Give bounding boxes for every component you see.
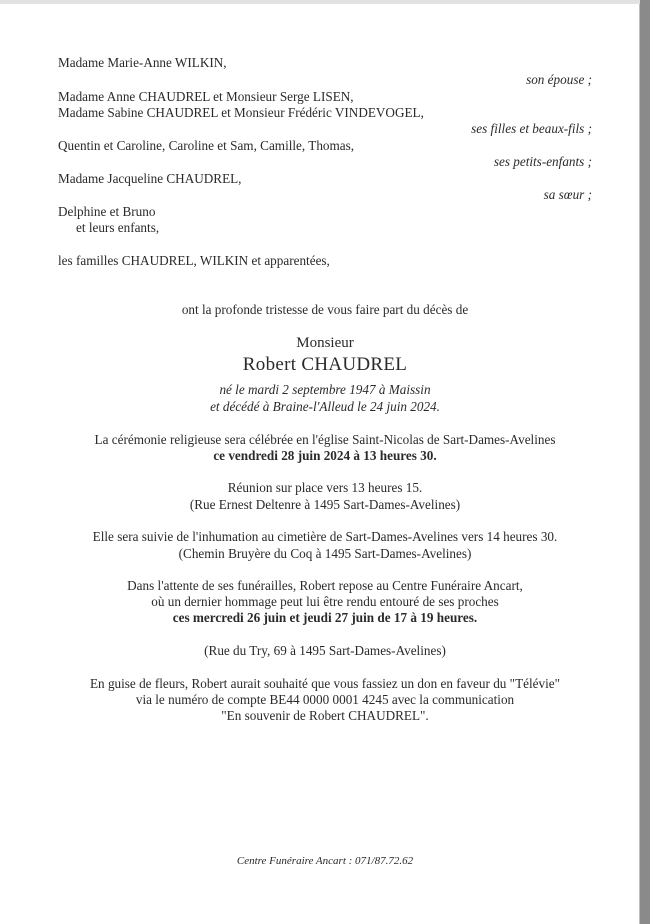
donation-line-3: "En souvenir de Robert CHAUDREL". xyxy=(221,708,429,723)
right-border xyxy=(640,0,650,924)
announcement-intro: ont la profonde tristesse de vous faire part du décès de xyxy=(181,302,469,317)
deceased-name: Robert CHAUDREL xyxy=(242,354,408,375)
deceased-title: Monsieur xyxy=(296,335,354,351)
viewing-line-1: Dans l'attente de ses funérailles, Robert repose au Centre Funéraire Ancart, xyxy=(127,578,523,593)
wife-name: Madame Marie-Anne WILKIN, xyxy=(58,55,227,70)
wife-role: son épouse ; xyxy=(526,72,592,87)
obituary-content xyxy=(0,4,640,924)
burial-info: Elle sera suivie de l'inhumation au cimetière de Sart-Dames-Avelines vers 14 heures 30. xyxy=(92,529,558,544)
viewing-dates: ces mercredi 26 juin et jeudi 27 juin de 17 à 19 heures. xyxy=(172,610,478,625)
death-info: et décédé à Braine-l'Alleud le 24 juin 2024. xyxy=(210,399,440,414)
viewing-address: (Rue du Try, 69 à 1495 Sart-Dames-Avelines) xyxy=(204,643,446,658)
daughters-role: ses filles et beaux-fils ; xyxy=(471,121,592,136)
donation-line-2: via le numéro de compte BE44 0000 0001 4245 avec la communication xyxy=(135,692,515,707)
other-relatives-children: et leurs enfants, xyxy=(76,220,160,235)
daughter-2: Madame Sabine CHAUDREL et Monsieur Frédéric VINDEVOGEL, xyxy=(58,105,424,120)
footer-contact: Centre Funéraire Ancart : 071/87.72.62 xyxy=(236,855,414,867)
daughter-1: Madame Anne CHAUDREL et Monsieur Serge LISEN, xyxy=(58,89,354,104)
grandchildren-role: ses petits-enfants ; xyxy=(493,154,592,169)
grandchildren: Quentin et Caroline, Caroline et Sam, Camille, Thomas, xyxy=(58,138,355,153)
sister-name: Madame Jacqueline CHAUDREL, xyxy=(58,171,242,186)
birth-info: né le mardi 2 septembre 1947 à Maissin xyxy=(219,382,431,397)
meeting-time: Réunion sur place vers 13 heures 15. xyxy=(227,480,423,495)
families: les familles CHAUDREL, WILKIN et apparentées, xyxy=(58,253,330,268)
donation-line-1: En guise de fleurs, Robert aurait souhaité que vous fassiez un don en faveur du "Télévie" xyxy=(90,676,560,691)
obituary-page xyxy=(0,4,640,924)
other-relatives: Delphine et Bruno xyxy=(58,204,156,219)
sister-role: sa sœur ; xyxy=(543,187,592,202)
burial-address: (Chemin Bruyère du Coq à 1495 Sart-Dames-Avelines) xyxy=(178,546,472,561)
ceremony-date: ce vendredi 28 juin 2024 à 13 heures 30. xyxy=(213,448,437,463)
viewing-line-2: où un dernier hommage peut lui être rendu entouré de ses proches xyxy=(151,594,499,609)
meeting-address: (Rue Ernest Deltenre à 1495 Sart-Dames-Avelines) xyxy=(189,497,461,512)
ceremony-location: La cérémonie religieuse sera célébrée en l'église Saint-Nicolas de Sart-Dames-Avelines xyxy=(94,432,556,447)
